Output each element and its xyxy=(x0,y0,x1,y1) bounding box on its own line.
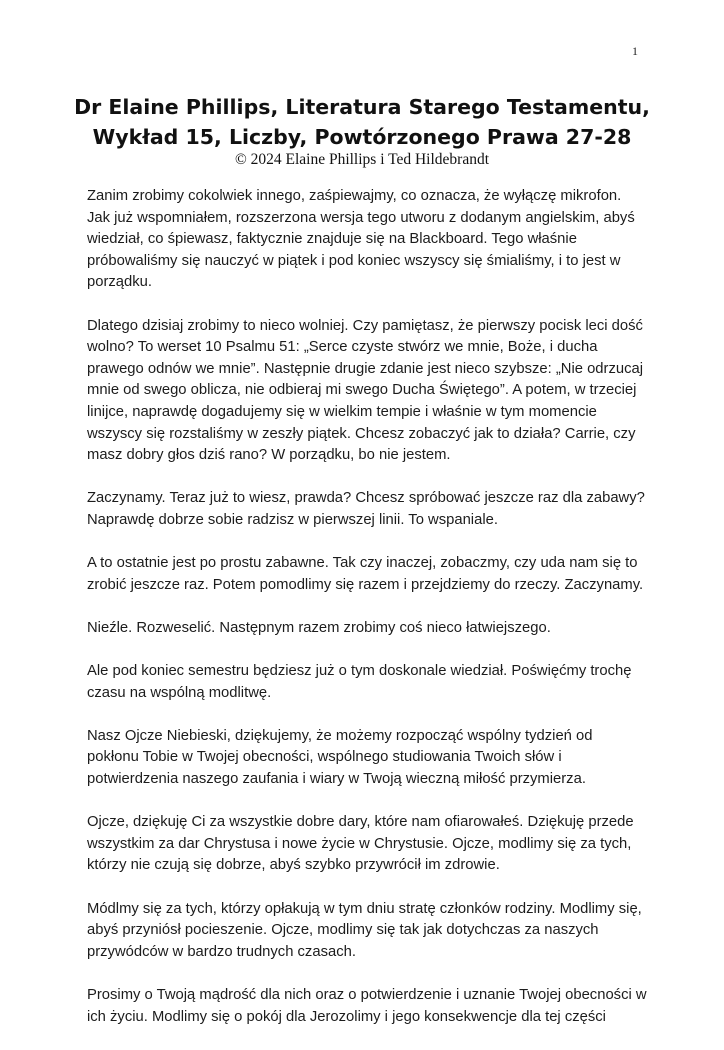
paragraph-9: Módlmy się za tych, którzy opłakują w tym dniu stratę członków rodziny. Modlimy się, abyś przyniósł pocieszenie. Ojcze, modlimy się tak jak dotychczas za naszych przywódców w bardzo trudnych czasach. xyxy=(87,900,642,960)
document-title xyxy=(60,92,664,152)
paragraph-4: A to ostatnie jest po prostu zabawne. Tak czy inaczej, zobaczmy, czy uda nam się to zrobić jeszcze raz. Potem pomodlimy się razem i przejdziemy do rzeczy. Zaczynamy. xyxy=(87,555,644,593)
paragraph-2: Dlatego dzisiaj zrobimy to nieco wolniej. Czy pamiętasz, że pierwszy pocisk leci dość wolno? To werset 10 Psalmu 51: „Serce czyste stwórz we mnie, Boże, i ducha prawego odnów we mnie”. Następnie drugie zdanie jest nieco szybsze: „Nie odrzucaj mnie od swego oblicza, nie odbieraj mi swego Ducha Świętego”. A potem, w trzeciej linijce, naprawdę dogadujemy się w wielkim tempie i właśnie w tym momencie wszyscy się rozstaliśmy w zeszły piątek. Chcesz zobaczyć jak to działa? Carrie, czy masz dobry głos dziś rano? W porządku, bo nie jestem. xyxy=(87,317,643,464)
copyright-line: © 2024 Elaine Phillips i Ted Hildebrandt xyxy=(234,151,490,168)
paragraph-3: Zaczynamy. Teraz już to wiesz, prawda? Chcesz spróbować jeszcze raz dla zabawy? Naprawdę dobrze sobie radzisz w pierwszej linii. To wspaniale. xyxy=(87,490,645,528)
paragraph-1: Zanim zrobimy cokolwiek innego, zaśpiewajmy, co oznacza, że wyłączę mikrofon. Jak już wspomniałem, rozszerzona wersja tego utworu z dodanym angielskim, abyś wiedział, co śpiewasz, faktycznie znajduje się na Blackboard. Tego właśnie próbowaliśmy się nauczyć w piątek i pod koniec wszyscy się śmialiśmy, i to jest w porządku. xyxy=(87,188,635,291)
paragraph-8: Ojcze, dziękuję Ci za wszystkie dobre dary, które nam ofiarowałeś. Dziękuję przede wszystkim za dar Chrystusa i nowe życie w Chrystusie. Ojcze, modlimy się za tych, którzy nie czują się dobrze, abyś szybko przywrócił im zdrowie. xyxy=(87,814,634,874)
transcript-body xyxy=(87,186,647,1050)
paragraph-10: Prosimy o Twoją mądrość dla nich oraz o potwierdzenie i uznanie Twojej obecności w ich życiu. Modlimy się o pokój dla Jerozolimy i jego konsekwencje dla tej części xyxy=(87,986,647,1025)
page-number: 1 xyxy=(632,44,638,58)
title-line-2: Wykład 15, Liczby, Powtórzonego Prawa 27-28 xyxy=(92,125,632,149)
paragraph-6: Ale pod koniec semestru będziesz już o tym doskonale wiedział. Poświęćmy trochę czasu na wspólną modlitwę. xyxy=(87,663,632,701)
title-line-1: Dr Elaine Phillips, Literatura Starego Testamentu, xyxy=(74,95,650,119)
paragraph-7: Nasz Ojcze Niebieski, dziękujemy, że możemy rozpocząć wspólny tydzień od pokłonu Tobie w Twojej obecności, wspólnego studiowania Twoich słów i potwierdzenia naszego zaufania i wiary w Twoją wieczną miłość przymierza. xyxy=(87,727,593,788)
paragraph-5: Nieźle. Rozweselić. Następnym razem zrobimy coś nieco łatwiejszego. xyxy=(87,619,551,636)
